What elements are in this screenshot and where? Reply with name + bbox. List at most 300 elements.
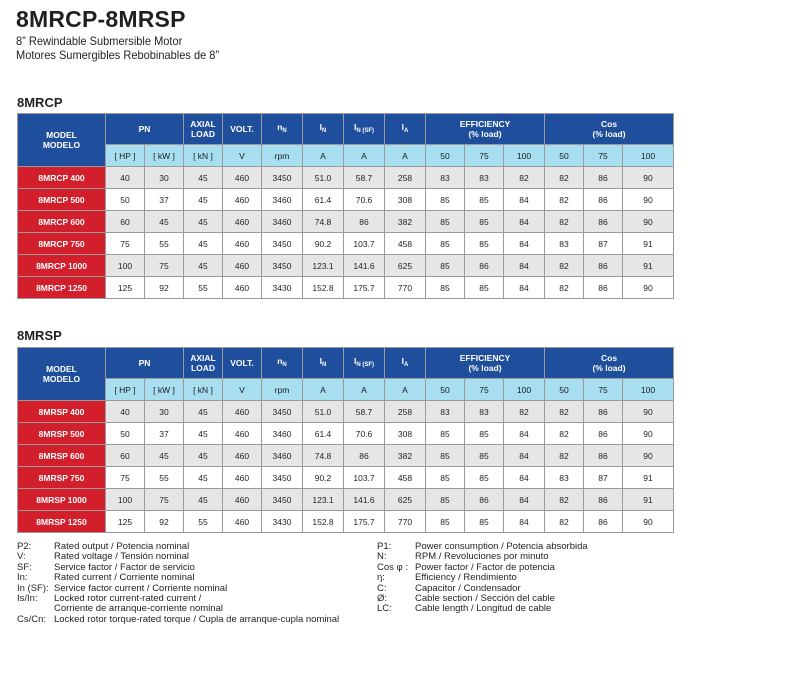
value-cell: 625 <box>385 255 426 277</box>
legend-key: LC: <box>377 603 392 615</box>
spec-table <box>17 347 674 533</box>
value-cell: 45 <box>184 467 223 489</box>
value-cell: 82 <box>545 511 584 533</box>
value-cell: 3460 <box>262 445 303 467</box>
legend-left <box>17 542 339 625</box>
unit-cell: 100 <box>504 145 545 167</box>
value-cell: 85 <box>465 211 504 233</box>
value-cell: 382 <box>385 211 426 233</box>
table-row <box>18 211 674 233</box>
value-cell: 82 <box>504 401 545 423</box>
value-cell: 460 <box>223 255 262 277</box>
value-cell: 86 <box>584 489 623 511</box>
value-cell: 82 <box>545 423 584 445</box>
symbol-subscript: N <box>282 362 287 368</box>
legend-value: Power consumption / Potencia absorbida <box>415 541 588 552</box>
value-cell: 85 <box>465 189 504 211</box>
header-locked-current <box>385 348 426 379</box>
header-text: Cos <box>601 119 618 129</box>
model-cell: 8MRCP 750 <box>18 233 106 255</box>
value-cell: 60 <box>106 211 145 233</box>
value-cell: 84 <box>504 445 545 467</box>
value-cell: 60 <box>106 445 145 467</box>
model-cell: 8MRSP 600 <box>18 445 106 467</box>
value-cell: 85 <box>465 467 504 489</box>
value-cell: 141.6 <box>344 255 385 277</box>
value-cell: 84 <box>504 211 545 233</box>
header-text: PN <box>138 124 151 134</box>
value-cell: 460 <box>223 445 262 467</box>
legend-value: Capacitor / Condensador <box>415 582 521 594</box>
value-cell: 82 <box>545 167 584 189</box>
model-cell: 8MRCP 400 <box>18 167 106 189</box>
unit-cell: 100 <box>623 145 674 167</box>
unit-cell: rpm <box>262 145 303 167</box>
value-cell: 3430 <box>262 277 303 299</box>
header-model <box>18 348 106 401</box>
value-cell: 82 <box>545 401 584 423</box>
value-cell: 382 <box>385 445 426 467</box>
header-speed <box>262 348 303 379</box>
table-row <box>18 511 674 533</box>
legend-key: Ø: <box>377 593 388 605</box>
value-cell: 82 <box>545 255 584 277</box>
model-cell: 8MRCP 500 <box>18 189 106 211</box>
symbol-subscript: A <box>404 362 409 368</box>
value-cell: 85 <box>465 445 504 467</box>
value-cell: 123.1 <box>303 255 344 277</box>
value-cell: 50 <box>106 189 145 211</box>
value-cell: 82 <box>504 167 545 189</box>
unit-cell: [ kN ] <box>184 379 223 401</box>
value-cell: 87 <box>584 233 623 255</box>
value-cell: 86 <box>584 401 623 423</box>
value-cell: 86 <box>584 167 623 189</box>
legend-row <box>377 604 588 614</box>
value-cell: 45 <box>184 189 223 211</box>
header-text: VOLT. <box>230 124 254 134</box>
value-cell: 83 <box>426 401 465 423</box>
value-cell: 3460 <box>262 211 303 233</box>
unit-cell: 50 <box>426 379 465 401</box>
header-volt <box>223 114 262 145</box>
value-cell: 61.4 <box>303 423 344 445</box>
unit-cell: A <box>385 145 426 167</box>
legend-value: Rated voltage / Tensión nominal <box>54 551 190 563</box>
legend-value: Locked rotor torque-rated torque / Cupla de arranque-cupla nominal <box>54 613 340 625</box>
value-cell: 50 <box>106 423 145 445</box>
unit-cell: A <box>385 379 426 401</box>
legend-key: SF: <box>17 561 32 573</box>
value-cell: 125 <box>106 511 145 533</box>
unit-cell: V <box>223 379 262 401</box>
value-cell: 85 <box>465 277 504 299</box>
value-cell: 125 <box>106 277 145 299</box>
spec-table <box>17 113 674 299</box>
subtitle-english: 8” Rewindable Submersible Motor <box>16 34 183 48</box>
legend-value: RPM / Revoluciones por minuto <box>415 551 549 563</box>
symbol-subscript: N (SF) <box>356 362 375 368</box>
value-cell: 85 <box>426 489 465 511</box>
value-cell: 308 <box>385 423 426 445</box>
value-cell: 91 <box>623 255 674 277</box>
value-cell: 770 <box>385 511 426 533</box>
legend-key: In (SF): <box>17 582 49 594</box>
value-cell: 45 <box>184 211 223 233</box>
value-cell: 460 <box>223 511 262 533</box>
value-cell: 85 <box>426 211 465 233</box>
value-cell: 58.7 <box>344 167 385 189</box>
value-cell: 75 <box>145 489 184 511</box>
value-cell: 460 <box>223 423 262 445</box>
value-cell: 460 <box>223 467 262 489</box>
header-text: MODEL <box>46 364 77 374</box>
value-cell: 86 <box>584 511 623 533</box>
model-cell: 8MRSP 400 <box>18 401 106 423</box>
symbol-subscript: N <box>322 362 327 368</box>
table-row <box>18 445 674 467</box>
value-cell: 55 <box>145 467 184 489</box>
value-cell: 770 <box>385 277 426 299</box>
header-text: AXIAL <box>190 119 216 129</box>
legend-value: Corriente de arranque-corriente nominal <box>54 603 223 615</box>
value-cell: 103.7 <box>344 467 385 489</box>
value-cell: 100 <box>106 255 145 277</box>
header-text: LOAD <box>190 363 216 373</box>
value-cell: 84 <box>504 233 545 255</box>
unit-cell: A <box>344 379 385 401</box>
table-row <box>18 233 674 255</box>
value-cell: 45 <box>184 255 223 277</box>
value-cell: 3450 <box>262 401 303 423</box>
value-cell: 90 <box>623 189 674 211</box>
value-cell: 55 <box>145 233 184 255</box>
symbol-subscript: N <box>322 128 327 134</box>
value-cell: 92 <box>145 511 184 533</box>
legend-right <box>377 542 588 615</box>
legend-key: C: <box>377 582 387 594</box>
header-sf-current <box>344 348 385 379</box>
symbol-base: I <box>401 356 405 366</box>
value-cell: 83 <box>465 167 504 189</box>
table-row <box>18 255 674 277</box>
header-text: PN <box>138 358 151 368</box>
value-cell: 74.8 <box>303 445 344 467</box>
value-cell: 37 <box>145 189 184 211</box>
legend-value: Service factor current / Corriente nominal <box>54 582 228 594</box>
table-row <box>18 467 674 489</box>
header-text: (% load) <box>592 363 626 373</box>
legend-key: P2: <box>17 541 32 552</box>
legend-value: Power factor / Factor de potencia <box>415 561 555 573</box>
value-cell: 86 <box>465 255 504 277</box>
table-row <box>18 489 674 511</box>
value-cell: 460 <box>223 189 262 211</box>
section-title: 8MRCP <box>17 95 63 110</box>
header-efficiency <box>426 348 545 379</box>
header-model <box>18 114 106 167</box>
value-cell: 55 <box>184 511 223 533</box>
value-cell: 3450 <box>262 467 303 489</box>
header-pn <box>106 114 184 145</box>
value-cell: 84 <box>504 277 545 299</box>
value-cell: 90 <box>623 277 674 299</box>
symbol-base: I <box>401 122 405 132</box>
legend-value: Rated output / Potencia nominal <box>54 541 190 552</box>
model-cell: 8MRCP 1000 <box>18 255 106 277</box>
value-cell: 85 <box>426 423 465 445</box>
legend-value: Service factor / Factor de servicio <box>54 561 195 573</box>
value-cell: 258 <box>385 167 426 189</box>
header-locked-current <box>385 114 426 145</box>
value-cell: 175.7 <box>344 511 385 533</box>
value-cell: 86 <box>584 445 623 467</box>
symbol-base: n <box>277 122 283 132</box>
value-cell: 45 <box>184 401 223 423</box>
header-text: (% load) <box>592 129 626 139</box>
model-cell: 8MRCP 600 <box>18 211 106 233</box>
unit-cell: [ kW ] <box>145 145 184 167</box>
value-cell: 103.7 <box>344 233 385 255</box>
unit-cell: 75 <box>584 379 623 401</box>
value-cell: 90 <box>623 511 674 533</box>
value-cell: 83 <box>426 167 465 189</box>
value-cell: 100 <box>106 489 145 511</box>
value-cell: 3460 <box>262 189 303 211</box>
value-cell: 40 <box>106 167 145 189</box>
value-cell: 460 <box>223 233 262 255</box>
header-text: EFFICIENCY <box>459 353 511 363</box>
value-cell: 86 <box>344 211 385 233</box>
value-cell: 3460 <box>262 423 303 445</box>
value-cell: 30 <box>145 401 184 423</box>
value-cell: 152.8 <box>303 277 344 299</box>
value-cell: 85 <box>426 277 465 299</box>
value-cell: 625 <box>385 489 426 511</box>
value-cell: 82 <box>545 211 584 233</box>
unit-cell: [ HP ] <box>106 379 145 401</box>
value-cell: 85 <box>426 255 465 277</box>
header-text: (% load) <box>468 363 502 373</box>
value-cell: 84 <box>504 489 545 511</box>
value-cell: 84 <box>504 423 545 445</box>
value-cell: 85 <box>426 189 465 211</box>
unit-cell: [ kW ] <box>145 379 184 401</box>
value-cell: 75 <box>106 467 145 489</box>
value-cell: 86 <box>344 445 385 467</box>
unit-cell: A <box>303 145 344 167</box>
header-text: Cos <box>601 353 618 363</box>
value-cell: 90 <box>623 445 674 467</box>
value-cell: 460 <box>223 277 262 299</box>
value-cell: 84 <box>504 467 545 489</box>
value-cell: 40 <box>106 401 145 423</box>
legend-key: V: <box>17 551 26 563</box>
value-cell: 51.0 <box>303 401 344 423</box>
unit-cell: A <box>344 145 385 167</box>
value-cell: 84 <box>504 511 545 533</box>
value-cell: 45 <box>145 211 184 233</box>
legend-key: Cs/Cn: <box>17 613 47 625</box>
unit-cell: [ kN ] <box>184 145 223 167</box>
value-cell: 85 <box>465 233 504 255</box>
value-cell: 58.7 <box>344 401 385 423</box>
value-cell: 85 <box>465 423 504 445</box>
value-cell: 460 <box>223 489 262 511</box>
value-cell: 82 <box>545 489 584 511</box>
value-cell: 84 <box>504 255 545 277</box>
legend-value: Efficiency / Rendimiento <box>415 572 517 584</box>
header-rated-current <box>303 348 344 379</box>
table-units-row <box>18 145 674 167</box>
value-cell: 91 <box>623 467 674 489</box>
header-text: MODELO <box>42 140 81 150</box>
legend-value: Rated current / Corriente nominal <box>54 572 195 584</box>
header-volt <box>223 348 262 379</box>
unit-cell: V <box>223 145 262 167</box>
symbol-subscript: A <box>404 128 409 134</box>
header-axial-load <box>184 114 223 145</box>
value-cell: 141.6 <box>344 489 385 511</box>
value-cell: 86 <box>584 211 623 233</box>
value-cell: 51.0 <box>303 167 344 189</box>
value-cell: 91 <box>623 489 674 511</box>
header-cos <box>545 348 674 379</box>
value-cell: 90.2 <box>303 233 344 255</box>
value-cell: 75 <box>106 233 145 255</box>
table-row <box>18 167 674 189</box>
value-cell: 37 <box>145 423 184 445</box>
model-cell: 8MRSP 500 <box>18 423 106 445</box>
header-text: AXIAL <box>190 353 216 363</box>
unit-cell: 50 <box>545 379 584 401</box>
value-cell: 45 <box>184 233 223 255</box>
legend-key: Cos φ : <box>377 561 408 573</box>
value-cell: 3450 <box>262 233 303 255</box>
header-text: MODEL <box>46 130 77 140</box>
legend-value: Cable section / Sección del cable <box>415 593 555 605</box>
value-cell: 86 <box>584 189 623 211</box>
value-cell: 90.2 <box>303 467 344 489</box>
table-units-row <box>18 379 674 401</box>
header-efficiency <box>426 114 545 145</box>
value-cell: 3450 <box>262 167 303 189</box>
header-pn <box>106 348 184 379</box>
legend-value: Cable length / Longitud de cable <box>415 603 552 615</box>
header-text: VOLT. <box>230 358 254 368</box>
value-cell: 70.6 <box>344 423 385 445</box>
legend-key: P1: <box>377 541 392 552</box>
value-cell: 55 <box>184 277 223 299</box>
symbol-subscript: N <box>282 128 287 134</box>
unit-cell: 75 <box>584 145 623 167</box>
table-row <box>18 189 674 211</box>
header-rated-current <box>303 114 344 145</box>
value-cell: 3430 <box>262 511 303 533</box>
value-cell: 92 <box>145 277 184 299</box>
value-cell: 3450 <box>262 489 303 511</box>
table-row <box>18 401 674 423</box>
legend-key: In: <box>17 572 28 584</box>
header-text: MODELO <box>42 374 81 384</box>
value-cell: 74.8 <box>303 211 344 233</box>
value-cell: 85 <box>465 511 504 533</box>
value-cell: 152.8 <box>303 511 344 533</box>
value-cell: 85 <box>426 233 465 255</box>
value-cell: 460 <box>223 167 262 189</box>
symbol-subscript: N (SF) <box>356 128 375 134</box>
header-cos <box>545 114 674 145</box>
value-cell: 90 <box>623 211 674 233</box>
page-title: 8MRCP-8MRSP <box>16 6 186 32</box>
header-sf-current <box>344 114 385 145</box>
value-cell: 82 <box>545 445 584 467</box>
value-cell: 70.6 <box>344 189 385 211</box>
value-cell: 87 <box>584 467 623 489</box>
value-cell: 123.1 <box>303 489 344 511</box>
symbol-base: I <box>319 122 323 132</box>
unit-cell: rpm <box>262 379 303 401</box>
value-cell: 258 <box>385 401 426 423</box>
symbol-base: I <box>319 356 323 366</box>
value-cell: 458 <box>385 467 426 489</box>
symbol-base: n <box>277 356 283 366</box>
unit-cell: 50 <box>426 145 465 167</box>
legend-row <box>17 615 339 625</box>
header-text: (% load) <box>468 129 502 139</box>
value-cell: 45 <box>184 445 223 467</box>
value-cell: 83 <box>545 467 584 489</box>
model-cell: 8MRSP 1250 <box>18 511 106 533</box>
legend-key: Is/In: <box>17 593 38 605</box>
value-cell: 86 <box>584 277 623 299</box>
value-cell: 83 <box>465 401 504 423</box>
table-row <box>18 423 674 445</box>
value-cell: 90 <box>623 401 674 423</box>
value-cell: 90 <box>623 423 674 445</box>
value-cell: 84 <box>504 189 545 211</box>
value-cell: 30 <box>145 167 184 189</box>
value-cell: 82 <box>545 277 584 299</box>
unit-cell: 75 <box>465 145 504 167</box>
value-cell: 45 <box>145 445 184 467</box>
symbol-base: I <box>353 122 357 132</box>
header-axial-load <box>184 348 223 379</box>
value-cell: 460 <box>223 211 262 233</box>
value-cell: 460 <box>223 401 262 423</box>
unit-cell: 100 <box>504 379 545 401</box>
value-cell: 85 <box>426 511 465 533</box>
model-cell: 8MRSP 750 <box>18 467 106 489</box>
value-cell: 45 <box>184 489 223 511</box>
header-text: EFFICIENCY <box>459 119 511 129</box>
unit-cell: 100 <box>623 379 674 401</box>
unit-cell: 50 <box>545 145 584 167</box>
legend-key: η: <box>377 572 385 584</box>
symbol-base: I <box>353 356 357 366</box>
value-cell: 3450 <box>262 255 303 277</box>
value-cell: 75 <box>145 255 184 277</box>
legend-key: N: <box>377 551 387 563</box>
value-cell: 82 <box>545 189 584 211</box>
header-speed <box>262 114 303 145</box>
value-cell: 90 <box>623 167 674 189</box>
subtitle-spanish: Motores Sumergibles Rebobinables de 8” <box>16 48 220 62</box>
value-cell: 85 <box>426 467 465 489</box>
section-title: 8MRSP <box>17 328 62 343</box>
header-text: LOAD <box>190 129 216 139</box>
value-cell: 85 <box>426 445 465 467</box>
